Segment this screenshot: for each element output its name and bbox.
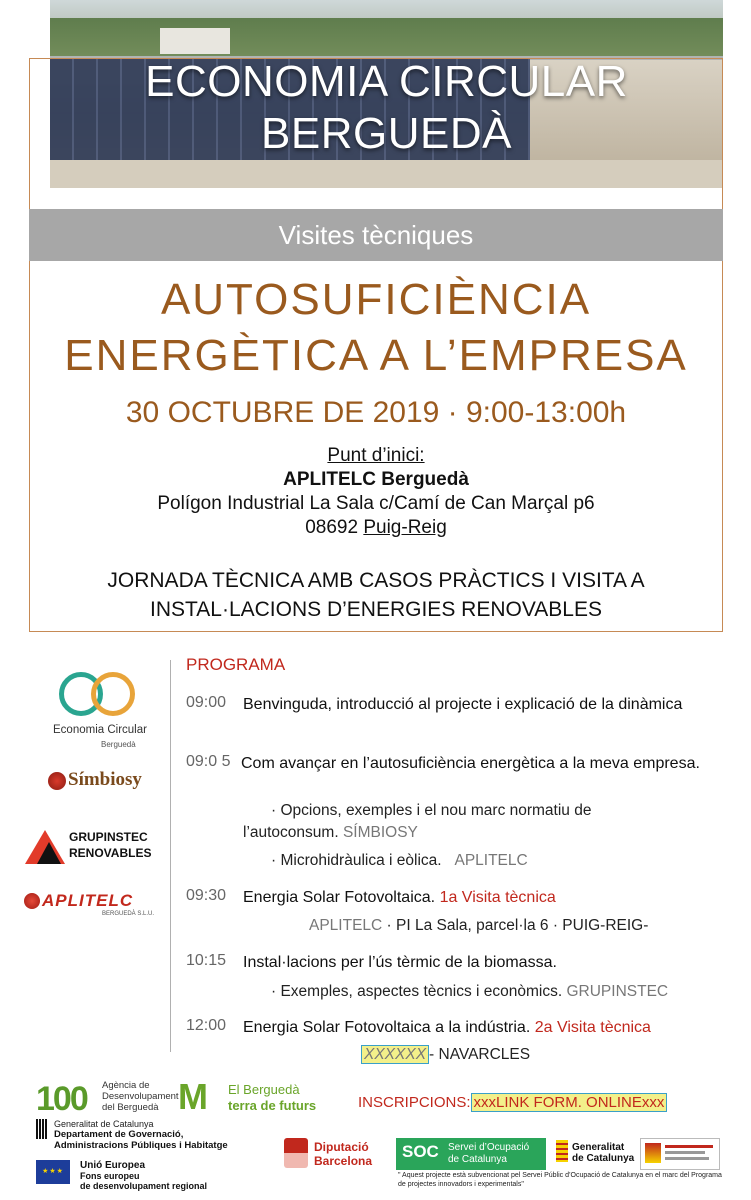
event-headline xyxy=(29,272,723,384)
spain-shield-icon xyxy=(645,1143,661,1163)
aplitelc-sub: BERGUEDÀ S.L.U. xyxy=(102,911,155,917)
bergueda-line2: terra de futurs xyxy=(228,1098,317,1113)
gencat-line2: Departament de Governació, xyxy=(54,1129,184,1140)
start-label: Punt d’inici: xyxy=(327,445,425,466)
program-subitem-2b xyxy=(271,850,528,872)
hero-title-line2: BERGUEDÀ xyxy=(261,109,512,158)
program-subitem-2a xyxy=(243,800,663,844)
subitem-2b-text: · Microhidràulica i eòlica. xyxy=(271,852,442,869)
ec-logo-sub: Berguedà xyxy=(101,740,136,749)
bergueda-line1: El Berguedà xyxy=(228,1082,300,1097)
bergueda-mark-icon: M xyxy=(178,1076,208,1117)
ue-line3: de desenvolupament regional xyxy=(80,1181,208,1191)
gencat-icon xyxy=(36,1119,48,1139)
start-company: APLITELC Berguedà xyxy=(283,469,469,490)
aplitelc-name: APLITELC xyxy=(42,891,134,910)
jornada-line2: INSTAL·LACIONS D’ENERGIES RENOVABLES xyxy=(149,598,602,621)
start-address: Polígon Industrial La Sala c/Camí de Can Marçal p6 xyxy=(157,493,595,514)
hero-ground xyxy=(50,160,723,188)
agencia-text xyxy=(102,1080,179,1113)
bergueda-terra-logo xyxy=(178,1078,318,1118)
ue-line2: Fons europeu xyxy=(80,1171,140,1181)
aplitelc-logo xyxy=(24,889,169,919)
hero-image xyxy=(50,0,723,188)
start-town: Puig-Reig xyxy=(363,517,447,538)
economia-circular-logo xyxy=(45,664,145,759)
hero-title xyxy=(50,56,723,160)
program-subitem-4a xyxy=(271,981,668,1003)
program-subitem-5 xyxy=(361,1044,530,1066)
mountain-icon xyxy=(37,842,61,864)
grup-line1: GRUPINSTEC xyxy=(69,830,148,844)
hero-hills xyxy=(50,18,723,56)
subsidy-footnote: " Aquest projecte està subvencionat pel Servei Públic d’Ocupació de Catalunya en el marc del Programa de projectes innovadors i experimentals" xyxy=(398,1172,722,1188)
agencia-line1: Agència de xyxy=(102,1080,150,1091)
subitem-2b-org: APLITELC xyxy=(454,852,528,869)
subitem-4a-text: · Exemples, aspectes tècnics i econòmics. xyxy=(271,983,563,1000)
subitem-3-place: · PI La Sala, parcel·la 6 · PUIG-REIG- xyxy=(386,917,649,934)
item-3-text: Energia Solar Fotovoltaica. xyxy=(243,889,436,906)
item-5-text: Energia Solar Fotovoltaica a la indústria. xyxy=(243,1019,531,1036)
agencia-line2: Desenvolupament xyxy=(102,1091,179,1102)
ec-logo-name: Economia Circular xyxy=(53,724,147,736)
soc-logo xyxy=(396,1138,546,1170)
program-item-1: Benvinguda, introducció al projecte i explicació de la dinàmica xyxy=(243,696,683,713)
gen2-line2: de Catalunya xyxy=(572,1153,635,1164)
time-4: 10:15 xyxy=(186,952,227,969)
programa-title: PROGRAMA xyxy=(186,655,286,674)
program-item-5 xyxy=(243,1017,713,1039)
program-item-2: Com avançar en l’autosuficiència energètica a la meva empresa. xyxy=(241,755,700,772)
event-date: 30 OCTUBRE DE 2019 · 9:00-13:00h xyxy=(125,396,627,429)
time-2: 09:0 5 xyxy=(186,753,231,770)
subitem-2a-org: SÍMBIOSY xyxy=(342,824,418,841)
time-3: 09:30 xyxy=(186,887,227,904)
time-5: 12:00 xyxy=(186,1017,227,1034)
program-item-3 xyxy=(243,887,713,909)
dipu-line2: Barcelona xyxy=(314,1154,373,1168)
simbiosy-name: Símbiosy xyxy=(68,769,142,790)
ministerio-logo xyxy=(640,1138,720,1170)
simbiosy-mark-icon xyxy=(48,772,66,790)
registration xyxy=(358,1094,667,1111)
program-item-4: Instal·lacions per l’ús tèrmic de la biomassa. xyxy=(243,954,557,971)
senyera-icon xyxy=(556,1140,568,1162)
subitem-2a-text: · Opcions, exemples i el nou marc normatiu de l’autoconsum. xyxy=(243,802,592,841)
headline-line1: AUTOSUFICIÈNCIA xyxy=(160,275,592,324)
gencat-line1: Generalitat de Catalunya xyxy=(54,1119,154,1129)
hero-house xyxy=(160,28,230,54)
hero-title-line1: ECONOMIA CIRCULAR xyxy=(145,57,628,106)
agencia-desenvolupament-logo xyxy=(36,1080,179,1118)
eu-flag-icon: ★★★ xyxy=(36,1160,70,1184)
registration-label: INSCRIPCIONS: xyxy=(358,1094,471,1111)
gencat-line3: Administracions Públiques i Habitatge xyxy=(54,1140,228,1151)
headline-line2: ENERGÈTICA A L’EMPRESA xyxy=(64,331,688,380)
divider-line xyxy=(170,660,171,1052)
agencia-line3: del Berguedà xyxy=(102,1102,159,1113)
program-subitem-3 xyxy=(309,915,648,937)
ministerio-bar-icon xyxy=(665,1145,713,1148)
grupinstec-logo xyxy=(25,826,170,866)
ministerio-bar-icon xyxy=(665,1157,709,1160)
start-postcode-line xyxy=(29,516,723,540)
subitem-4a-org: GRUPINSTEC xyxy=(566,983,669,1000)
registration-link[interactable]: xxxLINK FORM. ONLINExxx xyxy=(471,1093,668,1112)
ministerio-bar-icon xyxy=(665,1151,705,1154)
jornada-title xyxy=(29,566,723,624)
jornada-line1: JORNADA TÈCNICA AMB CASOS PRÀCTICS I VISITA A xyxy=(107,569,645,592)
item-5-place: - NAVARCLES xyxy=(429,1046,531,1063)
aplitelc-sphere-icon xyxy=(24,893,40,909)
partner-logos xyxy=(20,656,170,926)
item-5-visit: 2a Visita tècnica xyxy=(534,1019,651,1036)
section-band: Visites tècniques xyxy=(29,209,723,261)
subitem-3-org: APLITELC xyxy=(309,917,383,934)
diputacio-shield-icon xyxy=(284,1138,308,1168)
grup-line2: RENOVABLES xyxy=(69,846,152,860)
soc-line1: Servei d’Ocupació xyxy=(448,1142,530,1153)
start-point xyxy=(29,444,723,540)
start-postcode: 08692 xyxy=(305,517,359,538)
ue-line1: Unió Europea xyxy=(80,1160,146,1171)
agencia-mark-icon: 100 xyxy=(36,1080,87,1118)
gen2-line1: Generalitat xyxy=(572,1142,625,1153)
dipu-line1: Diputació xyxy=(314,1140,369,1154)
circle-arrow-icon xyxy=(91,672,135,716)
soc-mark: SOC xyxy=(402,1142,439,1161)
time-1: 09:00 xyxy=(186,694,227,711)
item-3-visit: 1a Visita tècnica xyxy=(439,889,556,906)
simbiosy-logo xyxy=(48,769,142,791)
item-5-placeholder: XXXXXX xyxy=(361,1045,429,1064)
soc-line2: de Catalunya xyxy=(448,1154,507,1165)
